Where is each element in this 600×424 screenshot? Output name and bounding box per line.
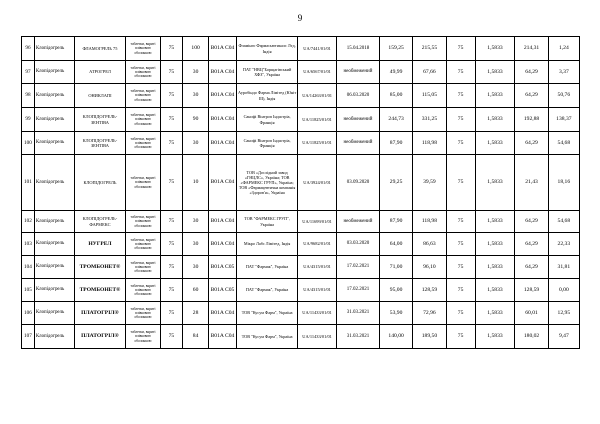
trade-name-cell: ПЛАТОГРІЛ®: [74, 325, 126, 349]
reimbursement-cell: 64,29: [515, 84, 548, 108]
inn-cell: Клопідогрель: [34, 279, 74, 302]
drug-price-table: [21, 36, 580, 349]
page-number: 9: [297, 13, 303, 23]
inn-cell: Клопідогрель: [34, 211, 74, 233]
inn-cell: Клопідогрель: [34, 132, 74, 155]
inn-cell: Клопідогрель: [34, 37, 74, 61]
ratio-cell: 1,5833: [475, 256, 515, 279]
row-number: 97: [22, 61, 35, 84]
copayment-cell: 54,68: [548, 211, 579, 233]
table-row: [22, 279, 580, 302]
reimbursement-cell: 64,29: [515, 61, 548, 84]
atc-code-cell: B01A C05: [209, 279, 237, 302]
registration-date-cell: 15.04.2018: [336, 37, 379, 61]
price-with-vat-cell: 67,66: [413, 61, 446, 84]
row-number: 98: [22, 84, 35, 108]
price-cell: 64,00: [379, 233, 412, 256]
atc-code-cell: B01A C05: [209, 256, 237, 279]
row-number: 100: [22, 132, 35, 155]
trade-name-cell: КЛОПІДОГРЕЛЬ: [74, 155, 126, 211]
inn-cell: Клопідогрель: [34, 325, 74, 349]
quantity-cell: 30: [183, 233, 209, 256]
registration-date-cell: необмежений: [336, 61, 379, 84]
table-row: [22, 325, 580, 349]
reimbursement-cell: 64,29: [515, 132, 548, 155]
manufacturer-cell: ТОВ "Кусум Фарм", Україна: [236, 325, 297, 349]
table-row: [22, 37, 580, 61]
atc-code-cell: B01A C04: [209, 61, 237, 84]
manufacturer-cell: ТОВ "ФАРМЕКС ГРУП", Україна: [236, 211, 297, 233]
manufacturer-cell: Ауробіндо Фарма Лімітед (Юніт III), Індія: [236, 84, 297, 108]
trade-name-cell: ПЛАТОГРІЛ®: [74, 302, 126, 325]
reimbursement-cell: 128,59: [515, 279, 548, 302]
dose-cell: 75: [160, 279, 183, 302]
trade-name-cell: ТРОМБОНЕТ®: [74, 256, 126, 279]
registration-number-cell: UA/11825/01/01: [298, 132, 337, 155]
registration-date-cell: 31.03.2021: [336, 302, 379, 325]
ddd-cell: 75: [446, 302, 475, 325]
ratio-cell: 1,5833: [475, 211, 515, 233]
row-number: 99: [22, 108, 35, 132]
row-number: 104: [22, 256, 35, 279]
ratio-cell: 1,5833: [475, 325, 515, 349]
dose-cell: 75: [160, 155, 183, 211]
quantity-cell: 30: [183, 256, 209, 279]
trade-name-cell: ФЛАМОГРЕЛЬ 75: [74, 37, 126, 61]
copayment-cell: 31,81: [548, 256, 579, 279]
table-row: [22, 233, 580, 256]
atc-code-cell: B01A C04: [209, 302, 237, 325]
price-with-vat-cell: 96,10: [413, 256, 446, 279]
atc-code-cell: B01A C04: [209, 155, 237, 211]
trade-name-cell: ТРОМБОНЕТ®: [74, 279, 126, 302]
price-with-vat-cell: 128,59: [413, 279, 446, 302]
dosage-form-cell: таблетки, вкриті плівковою оболонкою: [126, 233, 160, 256]
price-with-vat-cell: 331,25: [413, 108, 446, 132]
reimbursement-cell: 64,29: [515, 211, 548, 233]
registration-number-cell: UA/4315/01/01: [298, 279, 337, 302]
trade-name-cell: КЛОПІДОГРЕЛЬ-ЗЕНТІВА: [74, 108, 126, 132]
table-body: [22, 37, 580, 349]
trade-name-cell: АТРОГРЕЛ: [74, 61, 126, 84]
reimbursement-cell: 192,88: [515, 108, 548, 132]
registration-number-cell: UA/11433/01/01: [298, 325, 337, 349]
registration-number-cell: UA/11825/01/01: [298, 108, 337, 132]
quantity-cell: 10: [183, 155, 209, 211]
dose-cell: 75: [160, 108, 183, 132]
dosage-form-cell: таблетки, вкриті плівковою оболонкою: [126, 37, 160, 61]
price-cell: 244,73: [379, 108, 412, 132]
dose-cell: 75: [160, 84, 183, 108]
registration-date-cell: 31.03.2021: [336, 325, 379, 349]
registration-number-cell: UA/4315/01/01: [298, 256, 337, 279]
manufacturer-cell: Фламінго Фармасьютикалс Лтд, Індія: [236, 37, 297, 61]
reimbursement-cell: 180,02: [515, 325, 548, 349]
inn-cell: Клопідогрель: [34, 155, 74, 211]
registration-date-cell: 06.03.2020: [336, 84, 379, 108]
quantity-cell: 90: [183, 108, 209, 132]
dosage-form-cell: таблетки, вкриті плівковою оболонкою: [126, 325, 160, 349]
ratio-cell: 1,5833: [475, 279, 515, 302]
row-number: 107: [22, 325, 35, 349]
ddd-cell: 75: [446, 84, 475, 108]
ddd-cell: 75: [446, 211, 475, 233]
price-with-vat-cell: 118,98: [413, 132, 446, 155]
ratio-cell: 1,5833: [475, 84, 515, 108]
dosage-form-cell: таблетки, вкриті плівковою оболонкою: [126, 132, 160, 155]
inn-cell: Клопідогрель: [34, 84, 74, 108]
reimbursement-cell: 64,29: [515, 233, 548, 256]
table-row: [22, 256, 580, 279]
manufacturer-cell: Мікро Лабс Лімітед, Індія: [236, 233, 297, 256]
price-with-vat-cell: 39,59: [413, 155, 446, 211]
copayment-cell: 9,47: [548, 325, 579, 349]
inn-cell: Клопідогрель: [34, 61, 74, 84]
price-cell: 71,00: [379, 256, 412, 279]
copayment-cell: 12,95: [548, 302, 579, 325]
quantity-cell: 28: [183, 302, 209, 325]
atc-code-cell: B01A C04: [209, 108, 237, 132]
price-cell: 49,99: [379, 61, 412, 84]
reimbursement-cell: 64,29: [515, 256, 548, 279]
table-row: [22, 211, 580, 233]
price-cell: 87,90: [379, 132, 412, 155]
row-number: 105: [22, 279, 35, 302]
registration-number-cell: UA/6567/01/01: [298, 61, 337, 84]
table-row: [22, 84, 580, 108]
registration-date-cell: необмежений: [336, 211, 379, 233]
price-with-vat-cell: 72,96: [413, 302, 446, 325]
registration-date-cell: 17.02.2021: [336, 279, 379, 302]
quantity-cell: 84: [183, 325, 209, 349]
row-number: 103: [22, 233, 35, 256]
price-with-vat-cell: 115,05: [413, 84, 446, 108]
copayment-cell: 22,33: [548, 233, 579, 256]
ddd-cell: 75: [446, 279, 475, 302]
atc-code-cell: B01A C04: [209, 211, 237, 233]
dosage-form-cell: таблетки, вкриті плівковою оболонкою: [126, 256, 160, 279]
price-cell: 87,90: [379, 211, 412, 233]
price-cell: 140,00: [379, 325, 412, 349]
dosage-form-cell: таблетки, вкриті плівковою оболонкою: [126, 302, 160, 325]
price-with-vat-cell: 215,55: [413, 37, 446, 61]
ratio-cell: 1,5833: [475, 37, 515, 61]
registration-number-cell: UA/9682/01/01: [298, 233, 337, 256]
row-number: 102: [22, 211, 35, 233]
dosage-form-cell: таблетки, вкриті плівковою оболонкою: [126, 108, 160, 132]
atc-code-cell: B01A C04: [209, 233, 237, 256]
table-row: [22, 132, 580, 155]
table-row: [22, 155, 580, 211]
manufacturer-cell: ПАТ "Фармак", Україна: [236, 279, 297, 302]
reimbursement-cell: 214,31: [515, 37, 548, 61]
trade-name-cell: КЛОПІДОГРЕЛЬ-ЗЕНТІВА: [74, 132, 126, 155]
dosage-form-cell: таблетки, вкриті плівковою оболонкою: [126, 84, 160, 108]
registration-date-cell: необмежений: [336, 132, 379, 155]
trade-name-cell: НУГРЕЛ: [74, 233, 126, 256]
ddd-cell: 75: [446, 256, 475, 279]
copayment-cell: 54,68: [548, 132, 579, 155]
price-with-vat-cell: 86,63: [413, 233, 446, 256]
quantity-cell: 30: [183, 84, 209, 108]
dosage-form-cell: таблетки, вкриті плівковою оболонкою: [126, 211, 160, 233]
dose-cell: 75: [160, 211, 183, 233]
ddd-cell: 75: [446, 233, 475, 256]
dose-cell: 75: [160, 302, 183, 325]
ddd-cell: 75: [446, 325, 475, 349]
manufacturer-cell: Санофі Вінтроп Індастріа, Франція: [236, 132, 297, 155]
row-number: 106: [22, 302, 35, 325]
inn-cell: Клопідогрель: [34, 233, 74, 256]
ddd-cell: 75: [446, 155, 475, 211]
registration-date-cell: 17.02.2021: [336, 256, 379, 279]
atc-code-cell: B01A C04: [209, 84, 237, 108]
dose-cell: 75: [160, 256, 183, 279]
inn-cell: Клопідогрель: [34, 108, 74, 132]
quantity-cell: 60: [183, 279, 209, 302]
quantity-cell: 30: [183, 211, 209, 233]
dose-cell: 75: [160, 37, 183, 61]
dosage-form-cell: таблетки, вкриті плівковою оболонкою: [126, 155, 160, 211]
registration-date-cell: 03.09.2020: [336, 155, 379, 211]
reimbursement-cell: 21,43: [515, 155, 548, 211]
manufacturer-cell: ТОВ "Кусум Фарм", Україна: [236, 302, 297, 325]
price-with-vat-cell: 118,98: [413, 211, 446, 233]
table-row: [22, 61, 580, 84]
copayment-cell: 138,37: [548, 108, 579, 132]
ratio-cell: 1,5833: [475, 233, 515, 256]
registration-number-cell: UA/3924/01/01: [298, 155, 337, 211]
ratio-cell: 1,5833: [475, 132, 515, 155]
registration-number-cell: UA/11433/01/01: [298, 302, 337, 325]
ddd-cell: 75: [446, 108, 475, 132]
price-cell: 53,90: [379, 302, 412, 325]
copayment-cell: 1,24: [548, 37, 579, 61]
dose-cell: 75: [160, 132, 183, 155]
reimbursement-cell: 60,01: [515, 302, 548, 325]
price-cell: 29,25: [379, 155, 412, 211]
copayment-cell: 0,00: [548, 279, 579, 302]
quantity-cell: 30: [183, 132, 209, 155]
trade-name-cell: КЛОПІДОГРЕЛЬ-ФАРМЕКС: [74, 211, 126, 233]
copayment-cell: 3,37: [548, 61, 579, 84]
registration-number-cell: UA/11699/01/01: [298, 211, 337, 233]
copayment-cell: 18,16: [548, 155, 579, 211]
inn-cell: Клопідогрель: [34, 256, 74, 279]
row-number: 96: [22, 37, 35, 61]
quantity-cell: 100: [183, 37, 209, 61]
copayment-cell: 50,76: [548, 84, 579, 108]
dosage-form-cell: таблетки, вкриті плівковою оболонкою: [126, 61, 160, 84]
manufacturer-cell: ПАТ "Фармак", Україна: [236, 256, 297, 279]
table-row: [22, 302, 580, 325]
manufacturer-cell: Санофі Вінтроп Індастріа, Франція: [236, 108, 297, 132]
manufacturer-cell: ТОВ «Дослідний завод «ГНЦЛС», Україна; ТОВ «ФАРМЕКС ГРУП», Україна; ТОВ «Фармацевтична компанія «Здоров'я», Україна: [236, 155, 297, 211]
dose-cell: 75: [160, 61, 183, 84]
ddd-cell: 75: [446, 37, 475, 61]
table-row: [22, 108, 580, 132]
dose-cell: 75: [160, 325, 183, 349]
manufacturer-cell: ПАТ "НВЦ"Борщагівський ХФЗ", Україна: [236, 61, 297, 84]
ddd-cell: 75: [446, 61, 475, 84]
atc-code-cell: B01A C04: [209, 37, 237, 61]
price-cell: 95,00: [379, 279, 412, 302]
quantity-cell: 30: [183, 61, 209, 84]
price-with-vat-cell: 189,50: [413, 325, 446, 349]
ddd-cell: 75: [446, 132, 475, 155]
dosage-form-cell: таблетки, вкриті плівковою оболонкою: [126, 279, 160, 302]
ratio-cell: 1,5833: [475, 61, 515, 84]
registration-date-cell: необмежений: [336, 108, 379, 132]
atc-code-cell: B01A C04: [209, 325, 237, 349]
inn-cell: Клопідогрель: [34, 302, 74, 325]
ratio-cell: 1,5833: [475, 302, 515, 325]
ratio-cell: 1,5833: [475, 108, 515, 132]
dose-cell: 75: [160, 233, 183, 256]
registration-number-cell: UA/14263/01/01: [298, 84, 337, 108]
trade-name-cell: ОНИКЛАПІ: [74, 84, 126, 108]
price-cell: 159,25: [379, 37, 412, 61]
price-cell: 85,00: [379, 84, 412, 108]
ratio-cell: 1,5833: [475, 155, 515, 211]
registration-number-cell: UA/7441/01/01: [298, 37, 337, 61]
row-number: 101: [22, 155, 35, 211]
registration-date-cell: 03.03.2020: [336, 233, 379, 256]
atc-code-cell: B01A C04: [209, 132, 237, 155]
